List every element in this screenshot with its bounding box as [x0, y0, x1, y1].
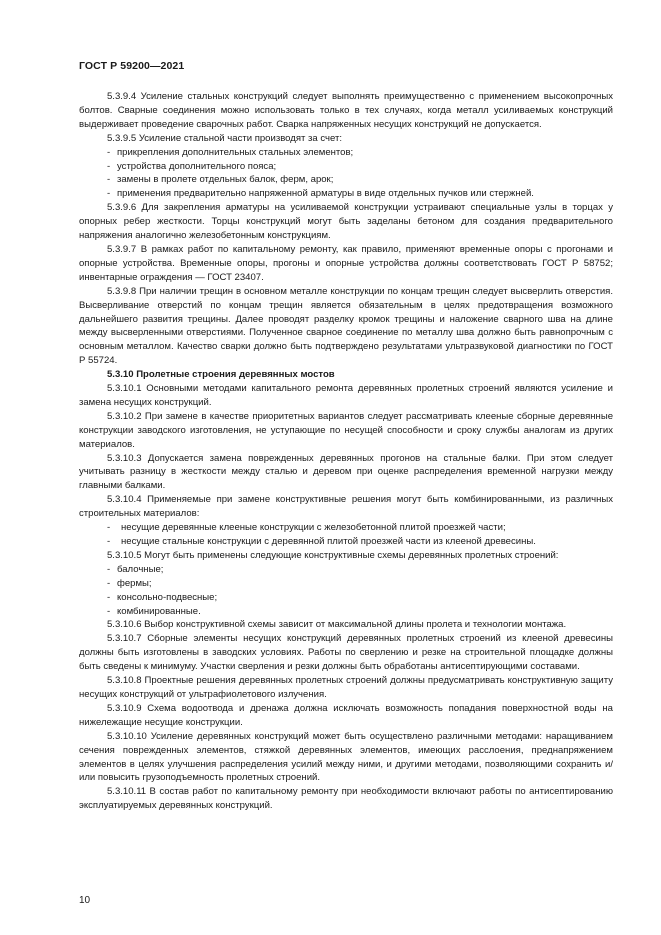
list-dash: -	[107, 605, 111, 617]
list-item	[79, 187, 613, 201]
list-item	[79, 146, 613, 160]
paragraph: 5.3.10.10 Усиление деревянных конструкций может быть осуществлено различными методами: наращиванием сечения поврежденных элементов, стяжкой деревянных элементов, имеющих расслоения, преднапряжением элементов в целях улучшения распределения усилий между ними, и другими методами, позволяющими сохранить и/или повысить грузоподъемность пролетных строений.	[79, 730, 613, 784]
paragraph: 5.3.10.5 Могут быть применены следующие конструктивные схемы деревянных пролетных строений:	[107, 549, 559, 561]
paragraph: 5.3.10.3 Допускается замена поврежденных деревянных прогонов на стальные балки. При этом следует учитывать разницу в жесткости между сталью и деревом при оценке распределения временной нагрузки между главными балками.	[79, 452, 613, 492]
list-dash: -	[107, 536, 111, 547]
paragraph: 5.3.10.7 Сборные элементы несущих конструкций деревянных пролетных строений из клееной древесины должны быть изготовлены в заводских условиях. Работы по сверлению и резке на строительной площадке должны быть сведены к минимуму. Участки сверления и резки должны быть обработаны антисептирующими составами.	[79, 633, 613, 673]
paragraph: 5.3.9.8 При наличии трещин в основном металле конструкции по концам трещин следует высверлить отверстия. Высверливание отверстий по концам трещин является обязательным в целях предотвращения возможного дальнейшего развития трещины. Далее проводят разделку кромок трещины и наложение сварного шва на длине между высверленными отверстиями. Полученное сварное соединение по металлу шва должно быть равнопрочным с основным металлом. Качество сварки должно быть подтверждено результатами ультразвуковой диагностики по ГОСТ Р 55724.	[79, 285, 613, 367]
list-item-text: прикрепления дополнительных стальных элементов;	[117, 146, 354, 158]
list-item-text: консольно-подвесные;	[117, 591, 218, 603]
list-item-text: устройства дополнительного пояса;	[117, 160, 277, 172]
list-item-text: фермы;	[117, 577, 152, 589]
list-item	[79, 577, 613, 591]
list-item-text: применения предварительно напряженной арматуры в виде отдельных пучков или стержней.	[117, 188, 534, 200]
paragraph: 5.3.10.1 Основными методами капитального ремонта деревянных пролетных строений являются усиление и замена несущих конструкций.	[79, 383, 613, 408]
list-dash: -	[107, 188, 111, 200]
list-item	[79, 591, 613, 605]
paragraph: 5.3.10.11 В состав работ по капитальному ремонту при необходимости включают работы по антисептированию эксплуатируемых деревянных конструкций.	[79, 786, 613, 812]
paragraph: 5.3.9.5 Усиление стальной части производят за счет:	[107, 132, 343, 144]
list-item-text: балочные;	[117, 563, 164, 575]
list-item-text: замены в пролете отдельных балок, ферм, арок;	[117, 174, 334, 186]
paragraph: 5.3.10.9 Схема водоотвода и дренажа должна исключать возможность попадания поверхностной воды на нижележащие несущие конструкции.	[79, 702, 613, 728]
list-dash: -	[107, 146, 111, 158]
list-dash: -	[107, 563, 111, 575]
list-item	[79, 535, 613, 549]
page-number: 10	[79, 895, 91, 906]
list-item	[79, 563, 613, 577]
paragraph: 5.3.9.7 В рамках работ по капитальному ремонту, как правило, применяют временные опоры с прогонами и опорные устройства. Временные опоры, прогоны и опорные устройства должны соответствовать ГОСТ Р 58752; инвентарные ограждения — ГОСТ 23407.	[79, 243, 613, 283]
document-header: ГОСТ Р 59200—2021	[79, 60, 185, 72]
paragraph: 5.3.9.6 Для закрепления арматуры на усиливаемой конструкции устраивают специальные узлы в торцах у опорных ребер жесткости. Торцы конструкций могут быть заделаны бетоном для создания предварительного напряжения аналогично железобетонным конструкциям.	[79, 202, 613, 242]
section-heading: 5.3.10 Пролетные строения деревянных мостов	[107, 369, 335, 381]
list-dash: -	[107, 522, 111, 534]
list-item	[79, 605, 613, 619]
list-item-text: несущие стальные конструкции с деревянной плитой проезжей части из клееной древесины.	[121, 536, 536, 547]
list-item	[79, 173, 613, 187]
paragraph: 5.3.10.8 Проектные решения деревянных пролетных строений должны предусматривать конструктивную защиту несущих конструкций от ультрафиолетового излучения.	[79, 675, 613, 700]
paragraph: 5.3.10.4 Применяемые при замене конструктивные решения могут быть комбинированными, из различных строительных материалов:	[79, 494, 613, 520]
list-dash: -	[107, 577, 111, 589]
list-item-text: комбинированные.	[117, 605, 201, 617]
list-dash: -	[107, 591, 111, 603]
list-dash: -	[107, 160, 111, 172]
document-body	[79, 90, 613, 813]
list-dash: -	[107, 174, 111, 186]
paragraph: 5.3.10.2 При замене в качестве приоритетных вариантов следует рассматривать клееные сборные деревянные конструкции заводского изготовления, не уступающие по несущей способности и сроку службы аналогам из других материалов.	[79, 410, 613, 450]
paragraph: 5.3.9.4 Усиление стальных конструкций следует выполнять преимущественно с применением высокопрочных болтов. Сварные соединения можно использовать только в тех случаях, когда металл усиливаемых конструкций выдерживает проведение сварочных работ. Сварка напряженных несущих конструкций не допускается.	[79, 91, 613, 130]
list-item-text: несущие деревянные клееные конструкции с железобетонной плитой проезжей части;	[121, 522, 506, 534]
list-item	[79, 160, 613, 174]
list-item	[79, 521, 613, 535]
paragraph: 5.3.10.6 Выбор конструктивной схемы зависит от максимальной длины пролета и технологии монтажа.	[107, 619, 567, 631]
